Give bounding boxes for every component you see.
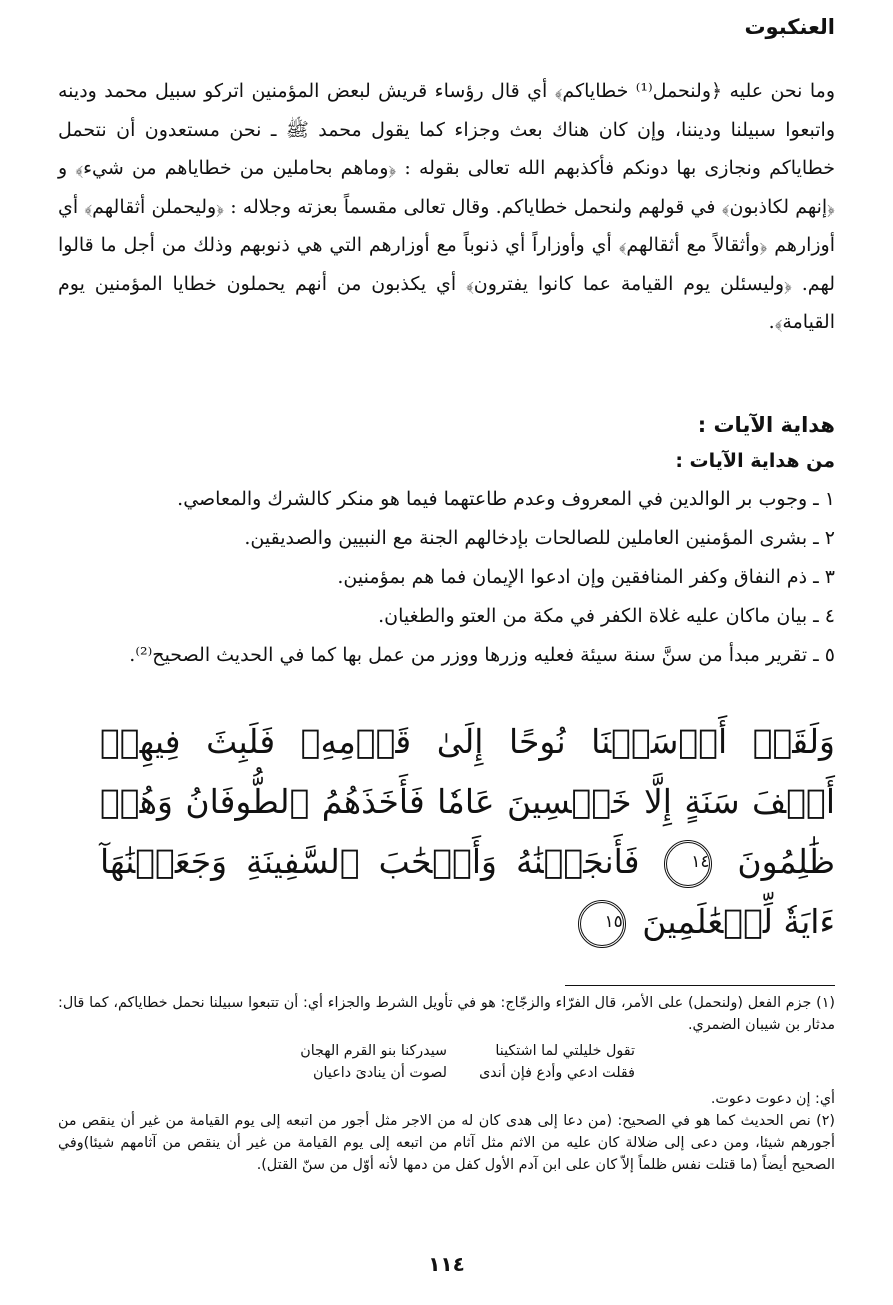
guidance-item: ١ ـ وجوب بر الوالدين في المعروف وعدم طاعتهما فيما هو منكر كالشرك والمعاصي.	[177, 488, 835, 510]
tafsir-paragraph: وما نحن عليه ﴿ولنحمل⁽¹⁾ خطاياكم﴾ أي قال رؤساء قريش لبعض المؤمنين اتركو سبيل محمد ودينه واتبعوا سبيلنا وديننا، وإن كان هناك بعث وجزاء كما يقول محمد ﷺ ـ نحن مستعدون أن نتحمل خطاياكم ونجازى بها دونكم فأكذبهم الله تعالى بقوله : ﴿وماهم بحاملين من خطاياهم من شيء﴾ و ﴿إنهم لكاذبون﴾ في قولهم ولنحمل خطاياكم. وقال تعالى مقسماً بعزته وجلاله : ﴿وليحملن أثقالهم﴾ أي أوزارهم ﴿وأثقالاً مع أثقالهم﴾ أي وأوزاراً أي ذنوباً مع أوزارهم التي هي ذنوبهم وذلك من أجل ما قالوا لهم. ﴿وليسئلن يوم القيامة عما كانوا يفترون﴾ أي يكذبون من أنهم يحملون خطايا المؤمنين يوم القيامة﴾.	[58, 80, 835, 333]
surah-title-header: العنكبوت	[744, 15, 835, 39]
guidance-item: ٢ ـ بشرى المؤمنين العاملين للصالحات بإدخالهم الجنة مع النبيين والصديقين.	[244, 527, 835, 549]
footnotes	[58, 992, 835, 1176]
guidance-item: ٣ ـ ذم النفاق وكفر المنافقين وإن ادعوا الإيمان فما هم بمؤمنين.	[337, 566, 835, 588]
guidance-subheading: من هداية الآيات :	[675, 450, 835, 472]
footnote-1-gloss: أي: إن دعوت دعوت.	[710, 1091, 835, 1107]
guidance-heading: هداية الآيات :	[697, 413, 835, 437]
guidance-item: ٥ ـ تقرير مبدأ من سنَّ سنة سيئة فعليه وزرها ووزر من عمل بها كما في الحديث الصحيح⁽²⁾.	[129, 644, 835, 666]
verse-14-text: وَلَقَدۡ أَرۡسَلۡنَا نُوحًا إِلَىٰ قَوۡمِهِۦ فَلَبِثَ فِيهِمۡ أَلۡفَ سَنَةٍ إِلَّا خَمۡسِينَ عَامٗا فَأَخَذَهُمُ ٱلطُّوفَانُ وَهُمۡ ظَٰلِمُونَ	[100, 722, 835, 881]
guidance-item: ٤ ـ بيان ماكان عليه غلاة الكفر في مكة من العتو والطغيان.	[378, 605, 835, 627]
ayah-number-marker: ١٥	[578, 900, 626, 948]
poem-hemistich: سيدركنا بنو القرم الهجان	[300, 1043, 447, 1059]
footnote-2: (٢) نص الحديث كما هو في الصحيح: (من دعا إلى هدى كان له من الاجر مثل أجور من اتبعه إلى يوم القيامة من غير أن ينقص من أجورهم شيئا، ومن دعى إلى ضلالة كان عليه من الاثم مثل آثام من اتبعه إلى يوم القيامة من غير أن ينقص من آثامهم شيئا)وفي الصحيح أيضاً (ما قتلت نفس ظلماً إلاّ كان على ابن آدم الأول كفل من دمها لأنه أوّل من سنّ القتل).	[58, 1113, 835, 1173]
poem-line	[58, 1062, 635, 1084]
footnote-separator	[565, 985, 835, 986]
page-number: ١١٤	[428, 1252, 465, 1276]
guidance-list	[58, 480, 835, 675]
poem-hemistich: لصوت أن ينادىَ داعيان	[313, 1065, 447, 1081]
poem-hemistich: فقلت ادعي وأدع فإن أندى	[479, 1065, 635, 1081]
poem-hemistich: تقول خليلتي لما اشتكينا	[495, 1043, 635, 1059]
footnote-poem	[58, 1040, 835, 1084]
quran-verses	[100, 712, 835, 952]
verse-15-text: فَأَنجَيۡنَٰهُ وَأَصۡحَٰبَ ٱلسَّفِينَةِ وَجَعَلۡنَٰهَآ ءَايَةٗ لِّلۡعَٰلَمِينَ	[100, 842, 835, 941]
ayah-number-marker: ١٤	[664, 840, 712, 888]
footnote-1: (١) جزم الفعل (ولنحمل) على الأمر، قال الفرّاء والزجّاج: هو في تأويل الشرط والجزاء أي: أن تتبعوا سبيلنا نحمل خطاياكم، كما قال: مدثار بن شيبان الضمري.	[58, 995, 835, 1033]
poem-line	[58, 1040, 635, 1062]
